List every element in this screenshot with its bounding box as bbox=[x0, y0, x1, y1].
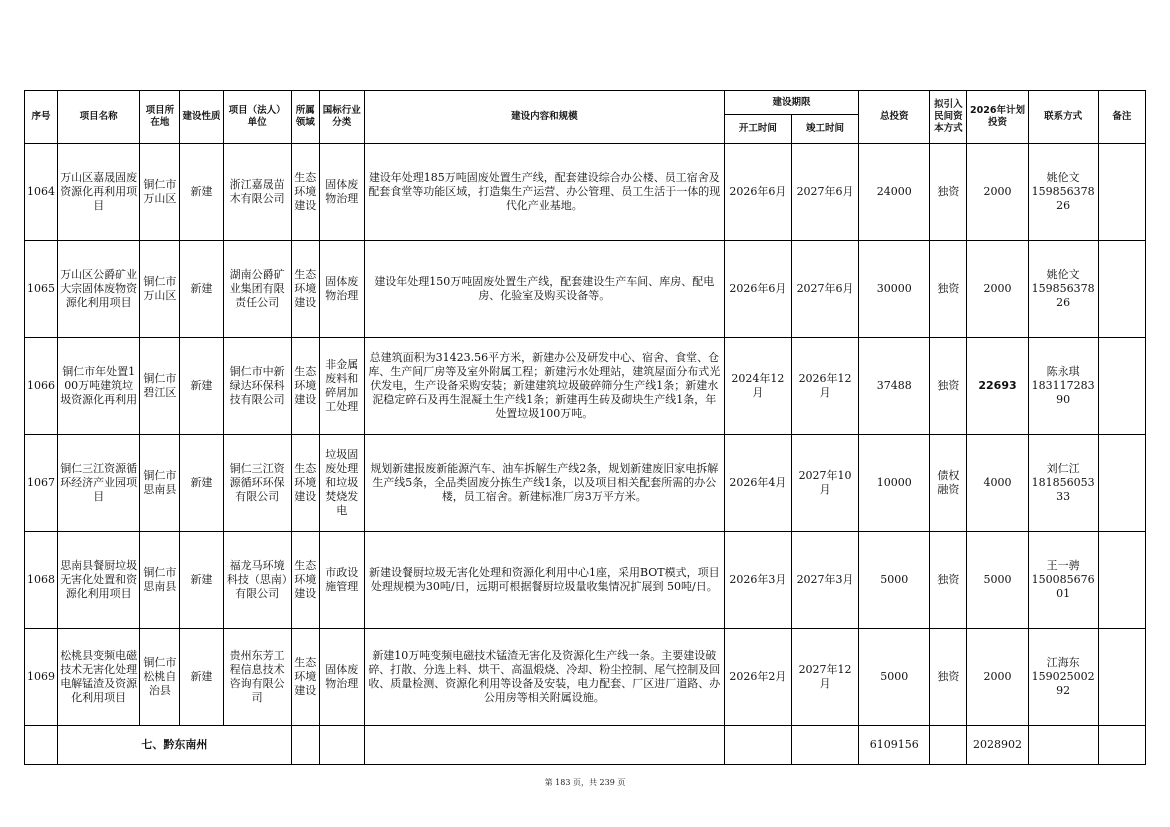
contact-name: 陈永琪 bbox=[1046, 365, 1080, 378]
header-end: 竣工时间 bbox=[791, 115, 858, 144]
table-row bbox=[25, 338, 1146, 435]
cell-private-mode: 债权融资 bbox=[930, 435, 967, 532]
cell-private-mode: 独资 bbox=[930, 629, 967, 726]
cell-nature: 新建 bbox=[180, 241, 223, 338]
cell-industry: 固体废物治理 bbox=[319, 629, 364, 726]
contact-phone: 15008567601 bbox=[1031, 573, 1095, 600]
empty-cell bbox=[319, 726, 364, 765]
contact-phone: 15985637826 bbox=[1031, 282, 1095, 309]
cell-location: 铜仁市碧江区 bbox=[140, 338, 180, 435]
cell-contact bbox=[1028, 629, 1098, 726]
section-row bbox=[25, 726, 1146, 765]
cell-start: 2026年3月 bbox=[724, 532, 791, 629]
cell-start: 2026年6月 bbox=[724, 241, 791, 338]
cell-location: 铜仁市思南县 bbox=[140, 435, 180, 532]
cell-remark bbox=[1098, 338, 1145, 435]
cell-remark bbox=[1098, 629, 1145, 726]
cell-industry: 非金属废料和碎屑加工处理 bbox=[319, 338, 364, 435]
cell-unit: 贵州东芳工程信息技术咨询有限公司 bbox=[223, 629, 291, 726]
cell-contact bbox=[1028, 435, 1098, 532]
header-start: 开工时间 bbox=[724, 115, 791, 144]
header-location: 项目所在地 bbox=[140, 91, 180, 144]
contact-name: 姚伦文 bbox=[1046, 171, 1080, 184]
cell-contact bbox=[1028, 532, 1098, 629]
empty-cell bbox=[364, 726, 724, 765]
table-row bbox=[25, 144, 1146, 241]
cell-unit: 浙江嘉晟苗木有限公司 bbox=[223, 144, 291, 241]
cell-location: 铜仁市思南县 bbox=[140, 532, 180, 629]
cell-name: 万山区公爵矿业大宗固体废物资源化利用项目 bbox=[58, 241, 140, 338]
table-row bbox=[25, 629, 1146, 726]
cell-total: 5000 bbox=[859, 532, 930, 629]
cell-location: 铜仁市万山区 bbox=[140, 144, 180, 241]
cell-industry: 市政设施管理 bbox=[319, 532, 364, 629]
cell-private-mode: 独资 bbox=[930, 338, 967, 435]
cell-nature: 新建 bbox=[180, 435, 223, 532]
cell-industry: 垃圾固废处理和垃圾焚烧发电 bbox=[319, 435, 364, 532]
cell-contact bbox=[1028, 241, 1098, 338]
cell-total: 24000 bbox=[859, 144, 930, 241]
cell-seq: 1068 bbox=[25, 532, 58, 629]
cell-total: 37488 bbox=[859, 338, 930, 435]
cell-location: 铜仁市万山区 bbox=[140, 241, 180, 338]
header-contact: 联系方式 bbox=[1028, 91, 1098, 144]
cell-seq: 1066 bbox=[25, 338, 58, 435]
header-name: 项目名称 bbox=[58, 91, 140, 144]
header-unit: 项目（法人）单位 bbox=[223, 91, 291, 144]
header-total: 总投资 bbox=[859, 91, 930, 144]
empty-cell bbox=[1098, 726, 1145, 765]
cell-start: 2026年2月 bbox=[724, 629, 791, 726]
cell-seq: 1064 bbox=[25, 144, 58, 241]
header-field: 所属领域 bbox=[291, 91, 319, 144]
cell-nature: 新建 bbox=[180, 532, 223, 629]
cell-name: 铜仁市年处置100万吨建筑垃圾资源化再利用 bbox=[58, 338, 140, 435]
cell-total: 30000 bbox=[859, 241, 930, 338]
cell-name: 铜仁三江资源循环经济产业园项目 bbox=[58, 435, 140, 532]
contact-name: 刘仁江 bbox=[1046, 462, 1080, 475]
cell-contact bbox=[1028, 338, 1098, 435]
table-row bbox=[25, 435, 1146, 532]
cell-name: 万山区嘉晟固废资源化再利用项目 bbox=[58, 144, 140, 241]
cell-remark bbox=[1098, 532, 1145, 629]
cell-seq: 1069 bbox=[25, 629, 58, 726]
empty-cell bbox=[291, 726, 319, 765]
cell-content: 建设年处理185万吨固废处置生产线，配套建设综合办公楼、员工宿舍及配套食堂等功能区域，打造集生产运营、办公管理、员工生活于一体的现代化产业基地。 bbox=[364, 144, 724, 241]
cell-start: 2024年12月 bbox=[724, 338, 791, 435]
contact-name: 王一骋 bbox=[1046, 559, 1080, 572]
cell-plan2026: 2000 bbox=[967, 144, 1028, 241]
cell-start: 2026年4月 bbox=[724, 435, 791, 532]
cell-end: 2027年12月 bbox=[791, 629, 858, 726]
cell-content: 总建筑面积为31423.56平方米，新建办公及研发中心、宿舍、食堂、仓库、生产间厂房等及室外附属工程；新建污水处理站，建筑屋面分布式光伏发电，生产设备采购安装；新建建筑垃圾破碎筛分生产线1条；新建水泥稳定碎石及再生混凝土生产线1条；新建再生砖及砌块生产线1条，年处置垃圾100万吨。 bbox=[364, 338, 724, 435]
empty-cell bbox=[791, 726, 858, 765]
contact-name: 姚伦文 bbox=[1046, 268, 1080, 281]
section-label: 七、黔东南州 bbox=[58, 726, 292, 765]
cell-remark bbox=[1098, 435, 1145, 532]
cell-end: 2027年6月 bbox=[791, 144, 858, 241]
cell-private-mode: 独资 bbox=[930, 532, 967, 629]
header-plan2026: 2026年计划投资 bbox=[967, 91, 1028, 144]
header-industry: 国标行业分类 bbox=[319, 91, 364, 144]
cell-field: 生态环境建设 bbox=[291, 435, 319, 532]
empty-cell bbox=[930, 726, 967, 765]
cell-location: 铜仁市松桃自治县 bbox=[140, 629, 180, 726]
header-remark: 备注 bbox=[1098, 91, 1145, 144]
header-nature: 建设性质 bbox=[180, 91, 223, 144]
section-plan2026: 2028902 bbox=[967, 726, 1028, 765]
table-body bbox=[25, 144, 1146, 726]
contact-phone: 15902500292 bbox=[1031, 670, 1095, 697]
cell-start: 2026年6月 bbox=[724, 144, 791, 241]
cell-plan2026: 2000 bbox=[967, 241, 1028, 338]
cell-nature: 新建 bbox=[180, 144, 223, 241]
cell-field: 生态环境建设 bbox=[291, 532, 319, 629]
cell-end: 2027年3月 bbox=[791, 532, 858, 629]
header-seq: 序号 bbox=[25, 91, 58, 144]
cell-remark bbox=[1098, 144, 1145, 241]
table-row bbox=[25, 532, 1146, 629]
cell-unit: 铜仁市中新绿达环保科技有限公司 bbox=[223, 338, 291, 435]
cell-plan2026: 22693 bbox=[967, 338, 1028, 435]
section-total: 6109156 bbox=[859, 726, 930, 765]
cell-unit: 福龙马环境科技（思南）有限公司 bbox=[223, 532, 291, 629]
cell-field: 生态环境建设 bbox=[291, 144, 319, 241]
cell-total: 5000 bbox=[859, 629, 930, 726]
cell-plan2026: 5000 bbox=[967, 532, 1028, 629]
cell-industry: 固体废物治理 bbox=[319, 144, 364, 241]
cell-private-mode: 独资 bbox=[930, 144, 967, 241]
cell-plan2026: 4000 bbox=[967, 435, 1028, 532]
cell-content: 建设年处理150万吨固废处置生产线，配套建设生产车间、库房、配电房、化验室及购买设备等。 bbox=[364, 241, 724, 338]
cell-name: 松桃县变频电磁技术无害化处理电解锰渣及资源化利用项目 bbox=[58, 629, 140, 726]
cell-field: 生态环境建设 bbox=[291, 338, 319, 435]
cell-field: 生态环境建设 bbox=[291, 629, 319, 726]
section-seq-cell bbox=[25, 726, 58, 765]
cell-contact bbox=[1028, 144, 1098, 241]
contact-phone: 18185605333 bbox=[1031, 476, 1095, 503]
cell-end: 2027年10月 bbox=[791, 435, 858, 532]
contact-phone: 18311728390 bbox=[1031, 379, 1095, 406]
cell-unit: 湖南公爵矿业集团有限责任公司 bbox=[223, 241, 291, 338]
cell-unit: 铜仁三江资源循环环保有限公司 bbox=[223, 435, 291, 532]
cell-field: 生态环境建设 bbox=[291, 241, 319, 338]
cell-content: 规划新建报废新能源汽车、油车拆解生产线2条，规划新建废旧家电拆解生产线5条，全品类固废分拣生产线1条，以及项目相关配套所需的办公楼，员工宿舍。新建标准厂房3万平方米。 bbox=[364, 435, 724, 532]
cell-end: 2027年6月 bbox=[791, 241, 858, 338]
cell-total: 10000 bbox=[859, 435, 930, 532]
empty-cell bbox=[1028, 726, 1098, 765]
header-period: 建设期限 bbox=[724, 91, 858, 115]
cell-nature: 新建 bbox=[180, 629, 223, 726]
header-content: 建设内容和规模 bbox=[364, 91, 724, 144]
cell-remark bbox=[1098, 241, 1145, 338]
cell-private-mode: 独资 bbox=[930, 241, 967, 338]
cell-name: 思南县餐厨垃圾无害化处置和资源化利用项目 bbox=[58, 532, 140, 629]
cell-nature: 新建 bbox=[180, 338, 223, 435]
project-table bbox=[24, 90, 1146, 765]
cell-seq: 1065 bbox=[25, 241, 58, 338]
header-private-mode: 拟引入民间资本方式 bbox=[930, 91, 967, 144]
cell-content: 新建设餐厨垃圾无害化处理和资源化利用中心1座，采用BOT模式，项目处理规模为30吨/日，远期可根据餐厨垃圾量收集情况扩展到 50吨/日。 bbox=[364, 532, 724, 629]
cell-seq: 1067 bbox=[25, 435, 58, 532]
cell-content: 新建10万吨变频电磁技术锰渣无害化及资源化生产线一条。主要建设破碎、打散、分选上料、烘干、高温煅烧、冷却、粉尘控制、尾气控制及回收、质量检测、资源化利用等设备及安装，电力配套、厂区进厂道路、办公用房等相关附属设施。 bbox=[364, 629, 724, 726]
table-row bbox=[25, 241, 1146, 338]
cell-plan2026: 2000 bbox=[967, 629, 1028, 726]
contact-phone: 15985637826 bbox=[1031, 185, 1095, 212]
contact-name: 江海东 bbox=[1046, 656, 1080, 669]
empty-cell bbox=[724, 726, 791, 765]
page-number: 第 183 页，共 239 页 bbox=[544, 778, 626, 787]
cell-end: 2026年12月 bbox=[791, 338, 858, 435]
cell-industry: 固体废物治理 bbox=[319, 241, 364, 338]
